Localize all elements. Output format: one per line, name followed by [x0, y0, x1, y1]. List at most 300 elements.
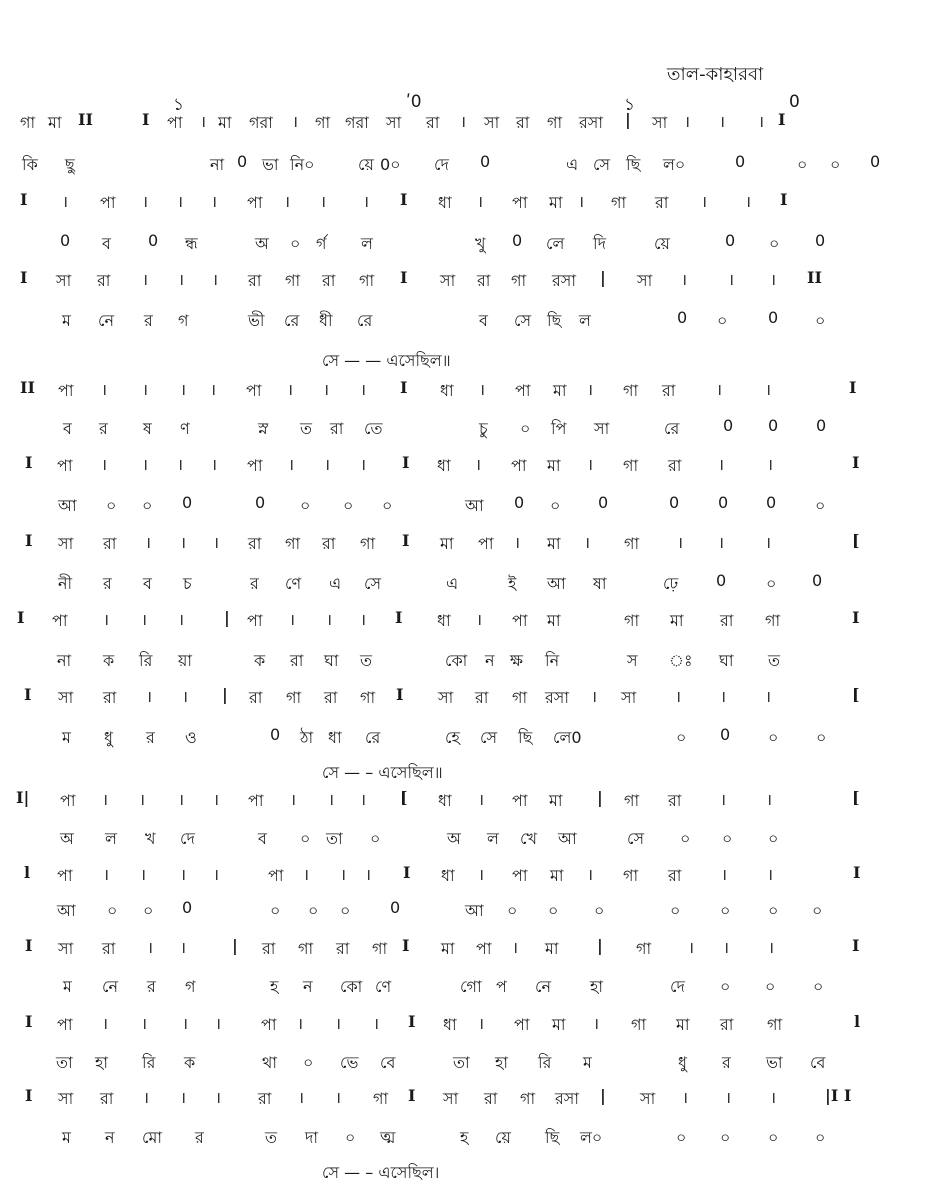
- swara-cell: ।: [210, 380, 217, 399]
- lyric-syllable: রি: [142, 1053, 156, 1072]
- swara-cell: রা: [668, 791, 682, 810]
- swara-cell: পা: [57, 866, 73, 885]
- lyric-syllable: কো: [445, 651, 468, 670]
- swara-cell: গা: [373, 1089, 389, 1108]
- swara-cell: I: [780, 190, 788, 209]
- lyric-syllable: র: [146, 728, 155, 747]
- lyric-syllable: 0: [148, 231, 159, 250]
- lyric-syllable: 0০: [380, 155, 401, 174]
- swara-cell: ।: [142, 192, 149, 211]
- swara-line: [0, 190, 932, 220]
- swara-cell: ।: [288, 455, 295, 474]
- swara-cell: রা: [475, 688, 489, 707]
- lyric-syllable: ত: [360, 651, 373, 670]
- swara-cell: মা: [545, 939, 559, 958]
- swara-line: [0, 1012, 932, 1042]
- lyric-syllable: নী: [58, 574, 73, 593]
- lyric-syllable: ০: [507, 901, 518, 920]
- swara-cell: I: [25, 1086, 33, 1105]
- swara-cell: ।: [701, 192, 708, 211]
- swara-cell: |: [600, 1086, 606, 1105]
- lyric-syllable: ধী: [319, 311, 333, 330]
- swara-cell: গা: [611, 193, 627, 212]
- lyric-line: [0, 1050, 932, 1080]
- swara-cell: ।: [62, 192, 69, 211]
- swara-cell: রা: [720, 611, 734, 630]
- lyric-syllable: ণে: [375, 977, 392, 996]
- swara-cell: গা: [624, 534, 640, 553]
- swara-cell: মা: [676, 1015, 690, 1034]
- taal-heading: তাল-কাহারবা: [667, 64, 764, 85]
- lyric-syllable: র: [144, 311, 153, 330]
- lyric-syllable: 0: [512, 231, 523, 250]
- swara-cell: গা: [520, 1089, 536, 1108]
- swara-cell: ।: [720, 687, 727, 706]
- swara-cell: গা: [285, 534, 301, 553]
- lyric-syllable: না: [210, 155, 225, 174]
- lyric-syllable: ন: [485, 651, 495, 670]
- lyric-syllable: ত: [300, 419, 313, 438]
- lyric-syllable: ০: [300, 829, 311, 848]
- swara-line: [0, 378, 932, 408]
- swara-cell: রা: [102, 939, 116, 958]
- lyric-syllable: নে: [535, 977, 552, 996]
- lyric-syllable: ০: [290, 234, 301, 253]
- lyric-syllable: 0: [870, 152, 881, 171]
- lyric-syllable: য়ে: [495, 1128, 511, 1147]
- swara-cell: সা: [640, 1089, 656, 1108]
- lyric-syllable: খু: [475, 234, 486, 253]
- swara-cell: রসা: [579, 113, 604, 132]
- lyric-syllable: ল০: [580, 1128, 603, 1147]
- lyric-syllable: র: [99, 419, 108, 438]
- lyric-syllable: ০: [106, 496, 117, 515]
- lyric-syllable: আ: [58, 496, 77, 515]
- swara-cell: গরা: [345, 113, 369, 132]
- swara-cell: গা: [360, 688, 376, 707]
- swara-cell: ।: [141, 610, 148, 629]
- swara-cell: I: [852, 608, 860, 627]
- swara-cell: ।: [682, 1088, 689, 1107]
- swara-line: [0, 936, 932, 966]
- swara-cell: ।: [178, 790, 185, 809]
- refrain-line: সে — – এসেছিল॥: [322, 763, 443, 782]
- swara-cell: ।: [360, 790, 367, 809]
- lyric-syllable: কো: [340, 977, 363, 996]
- swara-cell: ।: [326, 610, 333, 629]
- lyric-syllable: ব: [479, 311, 488, 330]
- swara-cell: ধা: [443, 1015, 457, 1034]
- swara-cell: II: [78, 110, 93, 129]
- swara-cell: মা: [48, 113, 62, 132]
- swara-cell: পা: [478, 534, 494, 553]
- lyric-syllable: গো: [460, 977, 482, 996]
- lyric-syllable: আ: [465, 901, 484, 920]
- lyric-syllable: র: [147, 977, 156, 996]
- swara-cell: ।: [180, 865, 187, 884]
- swara-cell: ।: [723, 938, 730, 957]
- lyric-syllable: রে: [357, 311, 373, 330]
- swara-cell: ।: [720, 790, 727, 809]
- lyric-syllable: আ: [57, 901, 76, 920]
- lyric-syllable: ০: [382, 496, 393, 515]
- swara-cell: I: [402, 531, 410, 550]
- lyric-syllable: ণ: [180, 419, 190, 438]
- swara-cell: পা: [512, 791, 528, 810]
- lyric-syllable: ঠা: [300, 728, 314, 747]
- lyric-syllable: ব: [63, 419, 72, 438]
- swara-cell: I: [25, 1012, 33, 1031]
- swara-cell: রা: [668, 456, 682, 475]
- swara-cell: রা: [103, 688, 117, 707]
- lyric-syllable: য়া: [178, 651, 193, 670]
- tala-marker: ১: [173, 95, 185, 115]
- swara-cell: ।: [177, 455, 184, 474]
- swara-cell: সা: [56, 271, 72, 290]
- swara-cell: রসা: [555, 1089, 580, 1108]
- swara-cell: I: [408, 1086, 416, 1105]
- lyric-syllable: ঢ়ে: [663, 574, 679, 593]
- lyric-syllable: ন্ধ: [185, 234, 198, 253]
- swara-cell: গা: [511, 271, 527, 290]
- swara-cell: পা: [476, 939, 492, 958]
- swara-line: [0, 1086, 932, 1116]
- lyric-syllable: চু: [479, 419, 488, 438]
- swara-cell: I: [403, 863, 411, 882]
- swara-cell: গা: [547, 113, 563, 132]
- swara-cell: ।: [298, 1088, 305, 1107]
- swara-cell: সা: [652, 113, 668, 132]
- lyric-syllable: 0: [237, 152, 248, 171]
- lyric-syllable: না: [57, 651, 72, 670]
- lyric-syllable: স্ন: [258, 419, 269, 438]
- swara-cell: |: [625, 110, 631, 129]
- lyric-syllable: তা: [326, 829, 343, 848]
- swara-cell: I: [852, 936, 860, 955]
- swara-cell: ।: [180, 938, 187, 957]
- swara-cell: ধা: [437, 611, 451, 630]
- lyric-syllable: ধু: [678, 1053, 687, 1072]
- lyric-syllable: সে: [514, 311, 532, 330]
- lyric-syllable: অ: [60, 829, 74, 848]
- lyric-syllable: রা: [290, 651, 304, 670]
- lyric-syllable: ম: [63, 977, 72, 996]
- swara-cell: ।: [324, 455, 331, 474]
- lyric-syllable: ন: [105, 1128, 115, 1147]
- lyric-syllable: সে: [593, 155, 611, 174]
- swara-cell: পা: [100, 193, 116, 212]
- swara-cell: সা: [440, 271, 456, 290]
- swara-cell: I: [142, 110, 150, 129]
- swara-cell: ।: [146, 687, 153, 706]
- lyric-syllable: 0: [255, 493, 266, 512]
- lyric-syllable: য়ে: [358, 155, 374, 174]
- lyric-syllable: 0: [766, 493, 777, 512]
- swara-cell: রা: [655, 193, 669, 212]
- lyric-syllable: ০: [813, 977, 824, 996]
- swara-cell: গা: [623, 381, 639, 400]
- swara-cell: I: [20, 190, 28, 209]
- lyric-syllable: অ: [255, 234, 269, 253]
- swara-cell: I: [402, 936, 410, 955]
- swara-cell: পা: [246, 381, 262, 400]
- swara-cell: গা: [360, 534, 376, 553]
- lyric-syllable: লে0: [553, 728, 582, 747]
- swara-cell: পা: [247, 456, 263, 475]
- swara-cell: |: [600, 268, 606, 287]
- lyric-syllable: ক: [254, 651, 266, 670]
- swara-cell: ।: [373, 1014, 380, 1033]
- swara-cell: ।: [178, 610, 185, 629]
- swara-cell: ।: [178, 270, 185, 289]
- swara-cell: গা: [315, 113, 331, 132]
- lyric-syllable: 0: [60, 231, 71, 250]
- lyric-syllable: ব: [143, 574, 152, 593]
- swara-cell: ।: [215, 1088, 222, 1107]
- swara-cell: I|: [16, 788, 30, 807]
- swara-cell: সা: [58, 688, 74, 707]
- swara-cell: রা: [324, 688, 338, 707]
- swara-cell: ।: [477, 192, 484, 211]
- swara-cell: রা: [668, 866, 682, 885]
- swara-cell: ।: [584, 533, 591, 552]
- lyric-syllable: 0: [718, 493, 729, 512]
- swara-cell: ।: [593, 1014, 600, 1033]
- swara-cell: মা: [552, 1015, 566, 1034]
- swara-cell: রা: [103, 534, 117, 553]
- lyric-syllable: ০: [343, 496, 354, 515]
- lyric-syllable: ঘা: [324, 651, 339, 670]
- lyric-syllable: স: [627, 651, 638, 670]
- lyric-syllable: ০: [670, 901, 681, 920]
- lyric-syllable: ০: [300, 496, 311, 515]
- swara-cell: l: [854, 1012, 861, 1031]
- swara-cell: ।: [360, 380, 367, 399]
- swara-cell: ধা: [441, 866, 455, 885]
- swara-cell: ।: [140, 865, 147, 884]
- swara-cell: রা: [248, 271, 262, 290]
- swara-cell: ।: [725, 1088, 732, 1107]
- lyric-syllable: রে: [664, 419, 680, 438]
- lyric-syllable: বে: [380, 1053, 396, 1072]
- lyric-syllable: রি: [538, 1053, 552, 1072]
- lyric-syllable: 0: [768, 416, 779, 435]
- lyric-syllable: 0: [815, 231, 826, 250]
- lyric-syllable: লে: [546, 234, 565, 253]
- swara-cell: রা: [100, 1089, 114, 1108]
- swara-cell: রা: [484, 1089, 498, 1108]
- swara-cell: I: [852, 453, 860, 472]
- swara-cell: ।: [460, 112, 467, 131]
- lyric-syllable: ০: [830, 155, 841, 174]
- lyric-syllable: ০: [766, 574, 777, 593]
- swara-cell: পা: [58, 381, 74, 400]
- swara-cell: গা: [623, 456, 639, 475]
- lyric-syllable: ত: [768, 651, 781, 670]
- refrain-line: সে — – এসেছিল।: [322, 1163, 440, 1182]
- swara-cell: মা: [550, 866, 564, 885]
- lyric-syllable: আ: [465, 496, 484, 515]
- lyric-syllable: ০: [676, 1128, 687, 1147]
- swara-cell: গা: [631, 1015, 647, 1034]
- lyric-syllable: এ: [566, 155, 579, 174]
- swara-cell: I: [849, 378, 857, 397]
- lyric-syllable: ছি: [626, 155, 641, 174]
- swara-cell: ।: [141, 1014, 148, 1033]
- swara-cell: ।: [721, 865, 728, 884]
- lyric-line: [0, 725, 932, 755]
- lyric-syllable: 0: [768, 308, 779, 327]
- swara-cell: মা: [670, 611, 684, 630]
- lyric-syllable: 0: [723, 416, 734, 435]
- swara-cell: রা: [249, 688, 263, 707]
- lyric-line: [0, 416, 932, 446]
- swara-cell: ।: [770, 270, 777, 289]
- lyric-syllable: ল: [487, 829, 499, 848]
- lyric-syllable: গ: [178, 311, 189, 330]
- swara-cell: ।: [591, 687, 598, 706]
- lyric-syllable: ০: [816, 728, 827, 747]
- lyric-syllable: চ: [183, 574, 192, 593]
- swara-cell: পা: [512, 611, 528, 630]
- swara-cell: I: [853, 863, 861, 882]
- lyric-syllable: ধা: [328, 728, 342, 747]
- lyric-line: [0, 152, 932, 182]
- lyric-syllable: 0: [716, 571, 727, 590]
- swara-cell: মা: [553, 381, 567, 400]
- swara-cell: ।: [320, 192, 327, 211]
- swara-cell: ।: [145, 533, 152, 552]
- swara-cell: ।: [677, 533, 684, 552]
- swara-cell: গা: [624, 611, 640, 630]
- swara-cell: পা: [512, 866, 528, 885]
- swara-cell: ।: [213, 533, 220, 552]
- lyric-syllable: ০: [345, 1128, 356, 1147]
- swara-cell: সা: [438, 688, 454, 707]
- lyric-syllable: সে: [627, 829, 645, 848]
- swara-cell: পা: [248, 791, 264, 810]
- swara-cell: [: [852, 788, 860, 807]
- lyric-syllable: ল: [361, 234, 373, 253]
- lyric-syllable: ০: [520, 419, 531, 438]
- swara-cell: ।: [479, 380, 486, 399]
- lyric-syllable: র্গ: [316, 234, 327, 253]
- swara-cell: রা: [322, 271, 336, 290]
- swara-cell: ।: [143, 1088, 150, 1107]
- swara-cell: পা: [512, 193, 528, 212]
- lyric-syllable: য়ে: [654, 234, 670, 253]
- swara-cell: গা: [359, 271, 375, 290]
- lyric-syllable: ক: [103, 651, 115, 670]
- swara-cell: |: [224, 608, 230, 627]
- swara-cell: রা: [720, 1015, 734, 1034]
- lyric-syllable: ০: [720, 1128, 731, 1147]
- swara-cell: ।: [139, 790, 146, 809]
- lyric-syllable: নি০: [290, 155, 315, 174]
- lyric-syllable: 0: [720, 725, 731, 744]
- lyric-syllable: ল: [579, 311, 591, 330]
- lyric-syllable: দে: [434, 155, 449, 174]
- swara-cell: ।: [180, 1088, 187, 1107]
- swara-cell: ।: [684, 112, 691, 131]
- swara-cell: ।: [478, 790, 485, 809]
- lyric-line: [0, 231, 932, 261]
- lyric-syllable: নে: [102, 977, 119, 996]
- swara-cell: সা: [484, 113, 500, 132]
- swara-cell: ধা: [438, 193, 452, 212]
- swara-cell: ।: [213, 790, 220, 809]
- swara-cell: ।: [211, 192, 218, 211]
- swara-cell: মা: [441, 939, 455, 958]
- swara-cell: I: [20, 268, 28, 287]
- lyric-syllable: ক: [184, 1053, 196, 1072]
- swara-cell: ।: [182, 687, 189, 706]
- lyric-syllable: 0: [270, 725, 281, 744]
- lyric-syllable: ০: [765, 977, 776, 996]
- swara-cell: পা: [247, 611, 263, 630]
- lyric-syllable: ম: [62, 1128, 71, 1147]
- lyric-syllable: ০: [768, 728, 779, 747]
- lyric-syllable: হে: [445, 728, 460, 747]
- swara-cell: I: [395, 608, 403, 627]
- lyric-syllable: ০: [815, 496, 826, 515]
- lyric-syllable: ভা: [766, 1053, 783, 1072]
- swara-cell: ।: [340, 865, 347, 884]
- swara-cell: ।: [297, 1014, 304, 1033]
- swara-cell: ।: [578, 192, 585, 211]
- lyric-syllable: র: [722, 1053, 731, 1072]
- lyric-syllable: দে: [670, 977, 685, 996]
- lyric-syllable: রি: [139, 651, 153, 670]
- lyric-syllable: 0: [480, 152, 491, 171]
- swara-line: [0, 788, 932, 818]
- swara-cell: পা: [167, 113, 183, 132]
- lyric-syllable: রে: [365, 728, 381, 747]
- swara-cell: ।: [360, 455, 367, 474]
- swara-cell: ।: [180, 380, 187, 399]
- lyric-syllable: মো: [142, 1128, 163, 1147]
- lyric-syllable: অ: [447, 829, 461, 848]
- lyric-syllable: সে: [364, 574, 382, 593]
- lyric-syllable: হা: [590, 977, 604, 996]
- swara-cell: ।: [289, 610, 296, 629]
- lyric-syllable: ণে: [285, 574, 302, 593]
- swara-cell: ।: [215, 1014, 222, 1033]
- swara-cell: I: [25, 936, 33, 955]
- swara-line: [0, 453, 932, 483]
- lyric-syllable: দি: [593, 234, 606, 253]
- swara-cell: |: [222, 685, 228, 704]
- lyric-syllable: ছু: [65, 155, 75, 174]
- swara-cell: ।: [213, 865, 220, 884]
- lyric-syllable: প: [496, 977, 507, 996]
- swara-cell: ।: [718, 455, 725, 474]
- tala-marker: ʹ0: [406, 92, 422, 112]
- lyric-syllable: 0: [677, 308, 688, 327]
- tala-marker: 0: [789, 92, 800, 112]
- swara-cell: ।: [758, 112, 765, 131]
- swara-cell: রা: [477, 271, 491, 290]
- swara-cell: ।: [323, 380, 330, 399]
- lyric-syllable: থা: [262, 1053, 278, 1072]
- swara-cell: পা: [247, 193, 263, 212]
- swara-cell: ।: [101, 455, 108, 474]
- swara-cell: ।: [475, 455, 482, 474]
- lyric-syllable: ০: [769, 234, 780, 253]
- swara-cell: ।: [716, 380, 723, 399]
- lyric-syllable: ছি: [545, 1128, 560, 1147]
- lyric-syllable: ০: [303, 1053, 314, 1072]
